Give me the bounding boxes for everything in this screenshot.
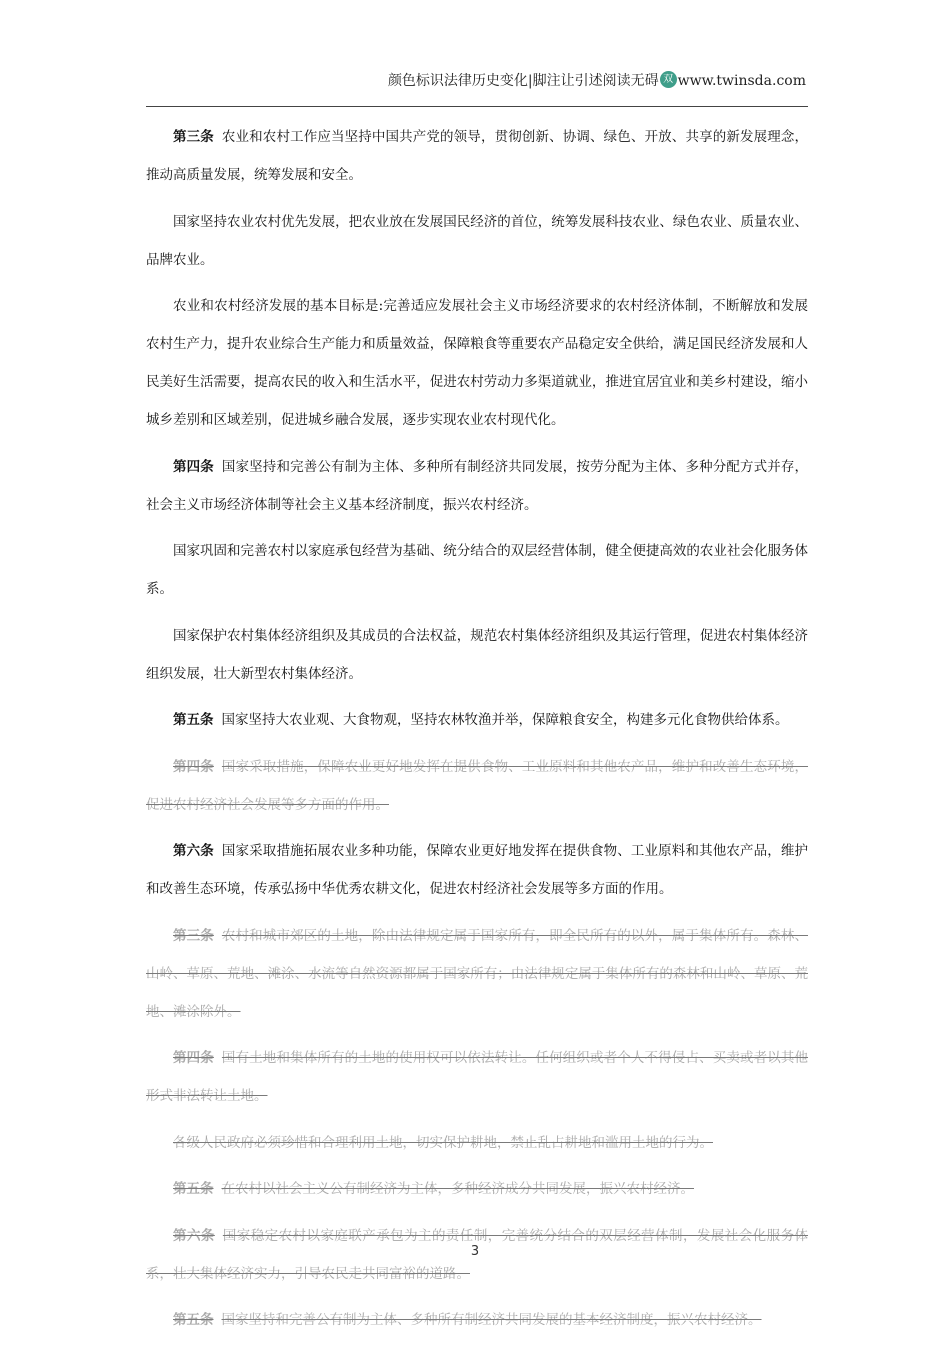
paragraph bbox=[146, 617, 808, 693]
paragraph-text: 农业和农村工作应当坚持中国共产党的领导，贯彻创新、协调、绿色、开放、共享的新发展理念，推动高质量发展，统筹发展和安全。 bbox=[146, 129, 809, 183]
article-number: 第三条 bbox=[173, 129, 214, 145]
site-logo-icon: 双 bbox=[660, 71, 677, 88]
header-divider bbox=[146, 106, 808, 107]
article-number: 第四条 bbox=[173, 458, 214, 475]
paragraph bbox=[146, 832, 808, 908]
paragraph bbox=[146, 532, 808, 608]
paragraph-text: 国家坚持大农业观、大食物观，坚持农林牧渔并举，保障粮食安全，构建多元化食物供给体系。 bbox=[221, 712, 789, 728]
paragraph-text: 国家稳定农村以家庭联产承包为主的责任制，完善统分结合的双层经营体制，发展社会化服务体系，壮大集体经济实力，引导农民走共同富裕的道路。 bbox=[146, 1227, 809, 1282]
article-number: 第三条 bbox=[173, 927, 214, 944]
deleted-paragraph bbox=[146, 1301, 808, 1339]
article-number: 第五条 bbox=[173, 1181, 214, 1197]
header-tagline: 颜色标识法律历史变化|脚注让引述阅读无碍 bbox=[387, 73, 659, 89]
paragraph bbox=[146, 118, 808, 194]
paragraph-text: 国家坚持农业农村优先发展，把农业放在发展国民经济的首位，统筹发展科技农业、绿色农业、质量农业、品牌农业。 bbox=[146, 213, 808, 268]
paragraph bbox=[146, 287, 808, 439]
document-body bbox=[146, 118, 808, 1348]
deleted-paragraph bbox=[146, 748, 808, 824]
header-site-link[interactable]: www.twinsda.com bbox=[677, 73, 806, 89]
paragraph-text: 国家采取措施，保障农业更好地发挥在提供食物、工业原料和其他农产品，维护和改善生态环境，促进农村经济社会发展等多方面的作用。 bbox=[146, 758, 809, 813]
article-number: 第五条 bbox=[173, 712, 214, 728]
article-number: 第六条 bbox=[173, 843, 214, 859]
deleted-paragraph bbox=[146, 917, 808, 1031]
paragraph-text: 各级人民政府必须珍惜和合理利用土地，切实保护耕地，禁止乱占耕地和滥用土地的行为。 bbox=[173, 1134, 713, 1151]
paragraph-text: 农村和城市郊区的土地，除由法律规定属于国家所有，即全民所有的以外，属于集体所有。森林、山岭、草原、荒地、滩涂、水流等自然资源都属于国家所有；由法律规定属于集体所有的森林和山岭、草原、荒地、滩涂除外。 bbox=[146, 927, 809, 1020]
article-number: 第五条 bbox=[173, 1312, 214, 1328]
paragraph-text: 国家巩固和完善农村以家庭承包经营为基础、统分结合的双层经营体制，健全便捷高效的农业社会化服务体系。 bbox=[146, 543, 808, 597]
paragraph-text: 国家坚持和完善公有制为主体、多种所有制经济共同发展的基本经济制度，振兴农村经济。 bbox=[221, 1312, 762, 1328]
paragraph-text: 在农村以社会主义公有制经济为主体，多种经济成分共同发展，振兴农村经济。 bbox=[221, 1181, 694, 1197]
deleted-paragraph bbox=[146, 1170, 808, 1208]
paragraph-text: 国有土地和集体所有的土地的使用权可以依法转让。任何组织或者个人不得侵占、买卖或者以其他形式非法转让土地。 bbox=[146, 1050, 809, 1104]
article-number: 第四条 bbox=[173, 1050, 214, 1066]
page-number: 3 bbox=[470, 1244, 480, 1259]
paragraph bbox=[146, 203, 808, 279]
paragraph-text: 国家保护农村集体经济组织及其成员的合法权益，规范农村集体经济组织及其运行管理，促进农村集体经济组织发展，壮大新型农村集体经济。 bbox=[146, 627, 808, 682]
deleted-paragraph bbox=[146, 1039, 808, 1115]
paragraph bbox=[146, 448, 808, 524]
paragraph-text: 农业和农村经济发展的基本目标是:完善适应发展社会主义市场经济要求的农村经济体制，不断解放和发展农村生产力，提升农业综合生产能力和质量效益，保障粮食等重要农产品稳定安全供给，满足国民经济发展和人民美好生活需要，提高农民的收入和生活水平，促进农村劳动力多渠道就业，推进宜居宜业和美乡村建设，缩小城乡差别和区域差别，促进城乡融合发展，逐步实现农业农村现代化。 bbox=[146, 298, 808, 428]
article-number: 第六条 bbox=[173, 1227, 215, 1244]
deleted-paragraph bbox=[146, 1124, 808, 1162]
article-number: 第四条 bbox=[173, 758, 214, 775]
paragraph-text: 国家坚持和完善公有制为主体、多种所有制经济共同发展，按劳分配为主体、多种分配方式并存，社会主义市场经济体制等社会主义基本经济制度，振兴农村经济。 bbox=[146, 458, 809, 513]
paragraph bbox=[146, 701, 808, 739]
page-header bbox=[146, 66, 806, 96]
paragraph-text: 国家采取措施拓展农业多种功能，保障农业更好地发挥在提供食物、工业原料和其他农产品，维护和改善生态环境，传承弘扬中华优秀农耕文化，促进农村经济社会发展等多方面的作用。 bbox=[146, 843, 809, 897]
